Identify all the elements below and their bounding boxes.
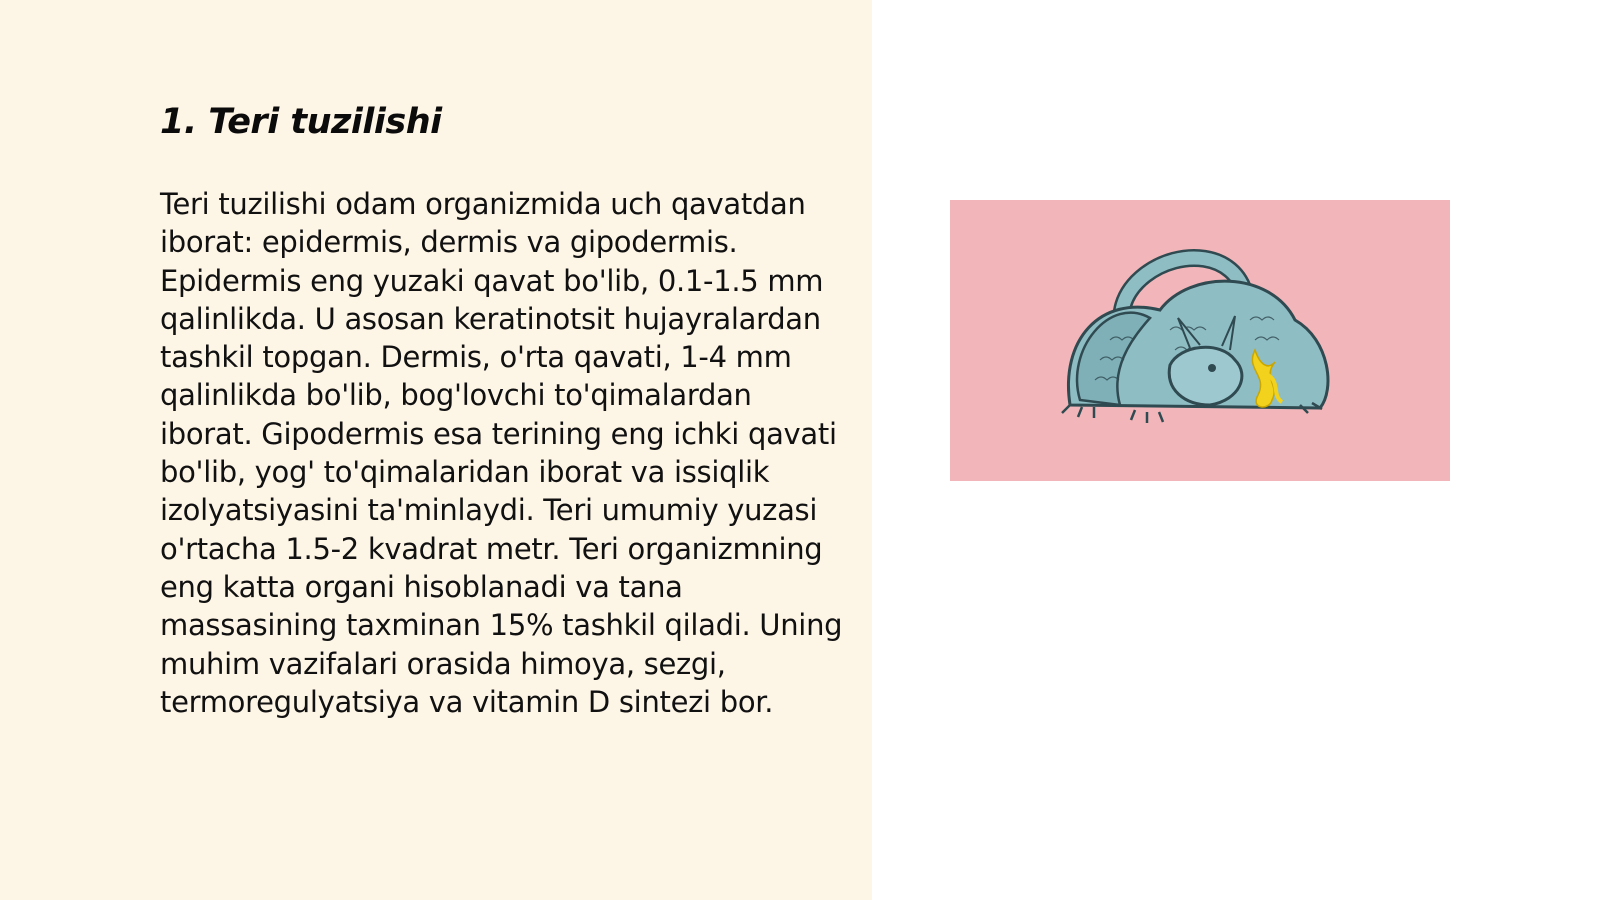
slide-body-text: Teri tuzilishi odam organizmida uch qavatdan iborat: epidermis, dermis va gipodermis. Epidermis eng yuzaki qavat bo'lib, 0.1-1.5 mm qalinlikda. U asosan keratinotsit hujayralardan tashkil topgan. Dermis, o'rta qavati, 1-4 mm qalinlikda bo'lib, bog'lovchi to'qimalardan iborat. Gipodermis esa terining eng ichki qavati bo'lib, yog' to'qimalaridan iborat va issiqlik izolyatsiyasini ta'minlaydi. Teri umumiy yuzasi o'rtacha 1.5-2 kvadrat metr. Teri organizmning eng katta organi hisoblanadi va tana massasining taxminan 15% tashkil qiladi. Uning muhim vazifalari orasida himoya, sezgi, termoregulyatsiya va vitamin D sintezi bor. [160, 187, 843, 719]
dragon-illustration [950, 200, 1450, 481]
slide-title: 1. Teri tuzilishi [160, 102, 442, 142]
dragon-icon [950, 200, 1450, 481]
